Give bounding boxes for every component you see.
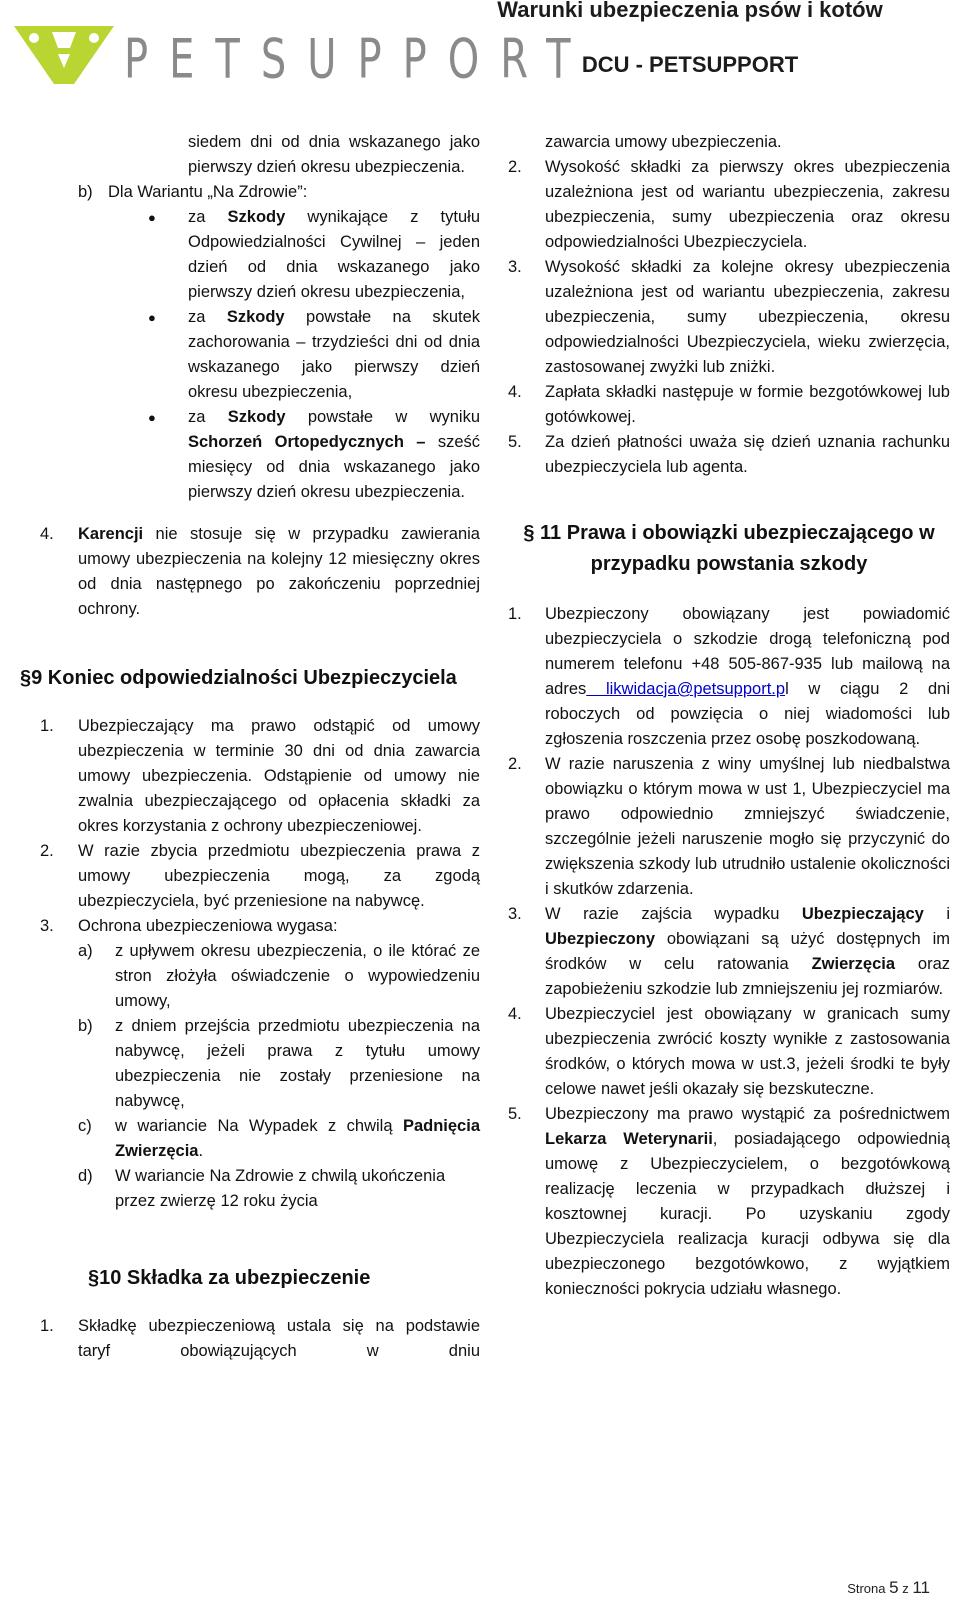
page-number: Strona 5 z 11 <box>847 1578 930 1597</box>
list-item: 4. Zapłata składki następuje w formie bezgotówkowej lub gotówkowej. <box>508 383 950 426</box>
continued-paragraph: zawarcia umowy ubezpieczenia. <box>545 133 782 151</box>
sub-item: a) z upływem okresu ubezpieczenia, o ile którać ze stron złożyła oświadczenie o wypowiedzeniu umowy, <box>78 942 480 1010</box>
right-column <box>508 130 950 1302</box>
bullet-icon: ● <box>148 310 156 325</box>
list-item: 2. Wysokość składki za pierwszy okres ubezpieczenia uzależniona jest od wariantu ubezpieczenia, zakresu ubezpieczenia, sumy ubezpieczenia oraz okresu odpowiedzialności Ubezpieczyciela. <box>508 158 950 251</box>
item-text: Karencji nie stosuje się w przypadku zawierania umowy ubezpieczenia na kolejny 12 miesięczny okres od dnia następnego po zakończeniu poprzedniej ochrony. <box>78 525 480 618</box>
list-item: 5. Za dzień płatności uważa się dzień uznania rachunku ubezpieczyciela lub agenta. <box>508 433 950 476</box>
list-item: 1. Ubezpieczony obowiązany jest powiadomić ubezpieczyciela o szkodzie drogą telefoniczną pod numerem telefonu +48 505-867-935 lub mailową na adres likwidacja@petsupport.pl w ciągu 2 dni roboczych od powzięcia o niej wiadomości lub zgłoszenia roszczenia przez osobę poszkodowaną. <box>508 605 950 748</box>
document-title: Warunki ubezpieczenia psów i kotów <box>497 0 883 22</box>
section-9-list <box>40 714 480 1214</box>
bullet-item <box>148 305 480 405</box>
left-column <box>20 130 481 1364</box>
sub-item-b <box>78 180 480 205</box>
continued-paragraph: siedem dni od dnia wskazanego jako pierwszy dzień okresu ubezpieczenia. <box>188 133 480 176</box>
item-number: 4. <box>40 525 54 543</box>
bullet-text: za Szkody powstałe na skutek zachorowania – trzydzieści dni od dnia wskazanego jako pierwszy dzień okresu ubezpieczenia, <box>188 308 481 401</box>
sub-item: d) W wariancie Na Zdrowie z chwilą ukończenia przez zwierzę 12 roku życia <box>78 1167 446 1210</box>
list-item: 3. Ochrona ubezpieczeniowa wygasa: <box>40 917 338 935</box>
bullet-icon: ● <box>148 410 156 425</box>
paw-shield-icon <box>14 18 114 84</box>
sub-item-letter: b) <box>78 183 93 201</box>
bullet-item <box>148 405 480 505</box>
list-item: 2. W razie naruszenia z winy umyślnej lub niedbalstwa obowiązku o którym mowa w ust 1, Ubezpieczyciel ma prawo odpowiednio zmniejszyć świadczenie, szczególnie jeżeli naruszenie mogło się przyczynić do zwiększenia szkody lub utrudniło ustalenie okoliczności i skutków zdarzenia. <box>508 755 950 898</box>
list-item: 1. Ubezpieczający ma prawo odstąpić od umowy ubezpieczenia w terminie 30 dni od dnia zawarcia umowy ubezpieczenia. Odstąpienie od umowy nie zwalnia ubezpieczającego od opłacenia składki za okres korzystania z ochrony ubezpieczeniowej. <box>40 717 480 835</box>
section-11-heading: § 11 Prawa i obowiązki ubezpieczającego w przypadku powstania szkody <box>523 522 935 575</box>
list-item: 5. Ubezpieczony ma prawo wystąpić za pośrednictwem Lekarza Weterynarii, posiadającego odpowiednią umowę z Ubezpieczycielem, o bezgotówkową realizację leczenia w przypadkach dłuższej i kosztownej kuracji. Po uzyskaniu zgody Ubezpieczyciela realizacja kuracji odbywa się dla ubezpieczonego bezgotówkowo, z wyjątkiem konieczności pokrycia udziału własnego. <box>508 1105 950 1298</box>
section-11-list <box>508 602 950 1302</box>
list-item: 4. Ubezpieczyciel jest obowiązany w granicach sumy ubezpieczenia zwrócić koszty wynikłe z zastosowania środków, o których mowa w ust.3, jeżeli środki te były celowe nawet jeśli okazały się bezskuteczne. <box>508 1005 950 1098</box>
list-item <box>40 522 480 622</box>
bullet-text: za Szkody powstałe w wyniku Schorzeń Ortopedycznych – sześć miesięcy od dnia wskazanego jako pierwszy dzień okresu ubezpieczenia. <box>188 408 480 501</box>
sub-item: b) z dniem przejścia przedmiotu ubezpieczenia na nabywcę, jeżeli prawa z tytułu umowy ubezpieczenia nie zostały przeniesione na nabywcę, <box>78 1017 480 1110</box>
bullet-icon: ● <box>148 210 156 225</box>
list-item: 3. Wysokość składki za kolejne okresy ubezpieczenia uzależniona jest od wariantu ubezpieczenia, zakresu ubezpieczenia, sumy ubezpieczenia, okresu odpowiedzialności Ubezpieczyciela, wieku zwierzęcia, zastosowanej zwyżki lub zniżki. <box>508 258 950 376</box>
petsupport-logo <box>14 18 592 91</box>
sub-item-text: Dla Wariantu „Na Zdrowie”: <box>108 183 308 201</box>
section-9-heading: §9 Koniec odpowiedzialności Ubezpieczyciela <box>20 667 457 689</box>
section-10-heading: §10 Składka za ubezpieczenie <box>88 1267 371 1289</box>
list-item: 3. W razie zajścia wypadku Ubezpieczający i Ubezpieczony obowiązani są użyć dostępnych im środków w celu ratowania Zwierzęcia oraz zapobieżeniu szkodzie lub zmniejszeniu jej rozmiarów. <box>508 905 950 998</box>
brand-name: PETSUPPORT <box>124 28 592 91</box>
list-item: 1. Składkę ubezpieczeniową ustala się na podstawie taryf obowiązujących w dniu <box>40 1317 480 1360</box>
list-item: 2. W razie zbycia przedmiotu ubezpieczenia prawa z umowy ubezpieczenia mogą, za zgodą ubezpieczyciela, być przeniesione na nabywcę. <box>40 842 480 910</box>
email-link[interactable]: likwidacja@petsupport.p <box>586 680 786 698</box>
sub-item: c) w wariancie Na Wypadek z chwilą Padnięcia Zwierzęcia. <box>78 1117 480 1160</box>
bullet-text: za Szkody wynikające z tytułu Odpowiedzialności Cywilnej – jeden dzień od dnia wskazanego jako pierwszy dzień okresu ubezpieczenia, <box>188 208 480 301</box>
document-subtitle: DCU - PETSUPPORT <box>581 52 799 77</box>
bullet-item <box>148 205 480 305</box>
